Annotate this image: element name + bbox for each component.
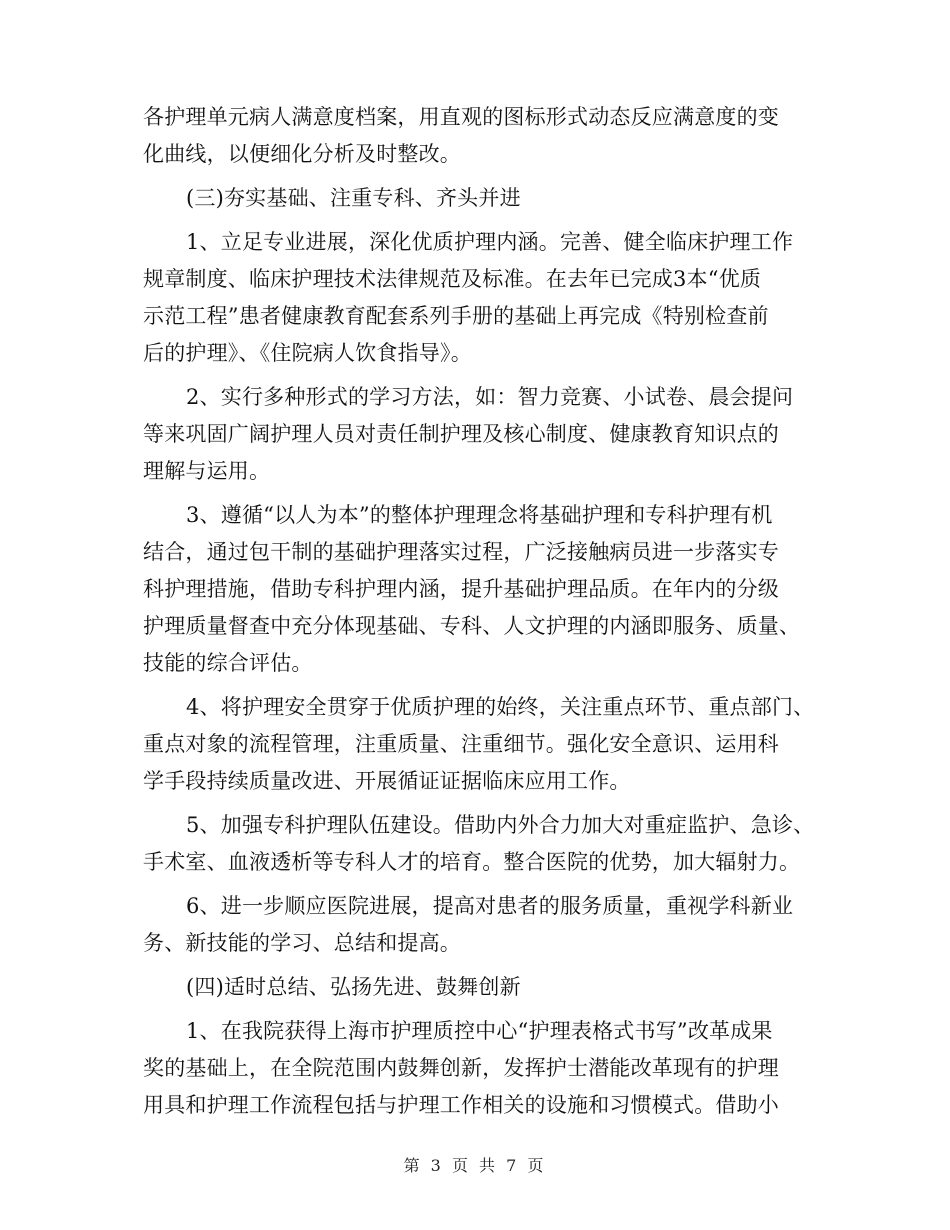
text-line: 护理质量督查中充分体现基础、专科、人文护理的内涵即服务、质量、 (143, 614, 801, 638)
paragraph-first-line: 1、立足专业进展，深化优质护理内涵。完善、健全临床护理工作 (186, 230, 794, 254)
section-heading: (四)适时总结、弘扬先进、鼓舞创新 (186, 975, 521, 999)
section-heading: (三)夯实基础、注重专科、齐头并进 (186, 186, 521, 210)
text-line: 用具和护理工作流程包括与护理工作相关的设施和习惯模式。借助小 (143, 1093, 779, 1117)
text-line: 重点对象的流程管理，注重质量、注重细节。强化安全意识、运用科 (143, 732, 779, 756)
text-line: 规章制度、临床护理技术法律规范及标准。在去年已完成3本“优质 (143, 267, 762, 291)
text-line: 务、新技能的学习、总结和提高。 (143, 931, 461, 955)
text-line: 理解与运用。 (143, 459, 271, 483)
text-line: 结合，通过包干制的基础护理落实过程，广泛接触病员进一步落实专 (143, 540, 779, 564)
paragraph-first-line: 6、进一步顺应医院进展，提高对患者的服务质量，重视学科新业 (186, 894, 794, 918)
text-line: 科护理措施，借助专科护理内涵，提升基础护理品质。在年内的分级 (143, 577, 779, 601)
paragraph-first-line: 3、遵循“以人为本”的整体护理理念将基础护理和专科护理有机 (186, 503, 773, 527)
paragraph-first-line: 2、实行多种形式的学习方法，如：智力竞赛、小试卷、晨会提问 (186, 385, 794, 409)
paragraph-first-line: 1、在我院获得上海市护理质控中心“护理表格式书写”改革成果 (186, 1019, 773, 1043)
page-number: 第 3 页 共 7 页 (403, 1156, 547, 1175)
paragraph-first-line: 4、将护理安全贯穿于优质护理的始终，关注重点环节、重点部门、 (186, 695, 815, 719)
text-line: 后的护理》、《住院病人饮食指导》。 (143, 341, 472, 365)
text-line: 奖的基础上，在全院范围内鼓舞创新，发挥护士潜能改革现有的护理 (143, 1056, 779, 1080)
text-line: 各护理单元病人满意度档案，用直观的图标形式动态反应满意度的变 (143, 105, 779, 129)
text-line: 示范工程”患者健康教育配套系列手册的基础上再完成《特别检查前 (143, 304, 769, 328)
text-line: 手术室、血液透析等专科人才的培育。整合医院的优势，加大辐射力。 (143, 850, 801, 874)
text-line: 技能的综合评估。 (143, 651, 313, 675)
text-line: 等来巩固广阔护理人员对责任制护理及核心制度、健康教育知识点的 (143, 422, 779, 446)
text-line: 学手段持续质量改进、开展循证证据临床应用工作。 (143, 769, 631, 793)
text-line: 化曲线，以便细化分析及时整改。 (143, 142, 461, 166)
paragraph-first-line: 5、加强专科护理队伍建设。借助内外合力加大对重症监护、急诊、 (186, 813, 815, 837)
